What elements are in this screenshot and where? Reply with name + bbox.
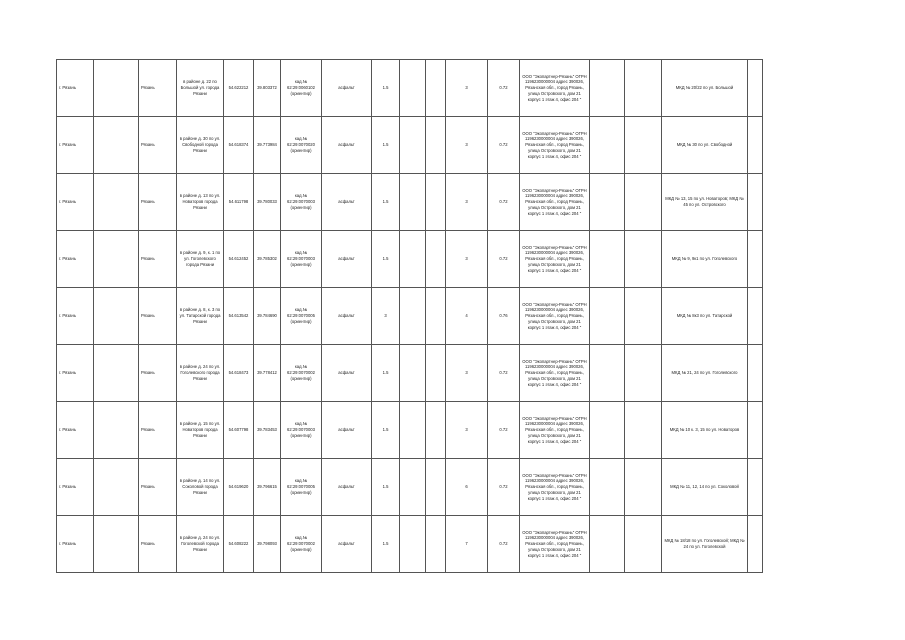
area-cell: 1.5	[372, 459, 400, 516]
empty-cell	[426, 60, 446, 117]
location-cell: в районе д. 14 по ул. Соколовой города Рязани	[177, 459, 224, 516]
empty-cell	[94, 345, 139, 402]
waste-sources-cell: МКД № 30 по ул. Свободной	[662, 117, 748, 174]
container-count-cell: 3	[446, 345, 488, 402]
location-cell: в районе д. 8, к. 3 по ул. Татарской города Рязани	[177, 288, 224, 345]
municipality-cell: Рязань	[139, 117, 177, 174]
city-cell: г. Рязань	[57, 402, 94, 459]
empty-cell	[400, 117, 426, 174]
empty-cell	[625, 174, 662, 231]
cadastral-cell: кад.№ 62:29:0070002 (ориентир)	[281, 516, 322, 573]
longitude-cell: 39.785302	[254, 231, 281, 288]
empty-cell	[426, 516, 446, 573]
container-count-cell: 3	[446, 117, 488, 174]
waste-sources-cell: МКД № 20/22 по ул. Большой	[662, 60, 748, 117]
table-row	[57, 459, 763, 516]
empty-cell	[625, 459, 662, 516]
empty-cell	[625, 288, 662, 345]
city-cell: г. Рязань	[57, 345, 94, 402]
volume-cell: 0.76	[488, 288, 520, 345]
empty-cell	[94, 231, 139, 288]
table-row	[57, 231, 763, 288]
table-row	[57, 402, 763, 459]
empty-cell	[748, 174, 763, 231]
empty-cell	[625, 231, 662, 288]
empty-cell	[625, 345, 662, 402]
municipality-cell: Рязань	[139, 402, 177, 459]
empty-cell	[426, 459, 446, 516]
cadastral-cell: кад.№ 62:29:0070002 (ориентир)	[281, 345, 322, 402]
empty-cell	[748, 60, 763, 117]
longitude-cell: 39.780033	[254, 174, 281, 231]
table-row	[57, 174, 763, 231]
owner-cell: ООО "Экопартнер-Рязань" ОГРН 1196230000004 адрес 390026, Рязанская обл., город Рязань, улица Островского, дом 21 корпус 1 этаж 4, офис 204 "	[520, 288, 590, 345]
empty-cell	[426, 345, 446, 402]
empty-cell	[426, 117, 446, 174]
latitude-cell: 54.613542	[224, 288, 254, 345]
empty-cell	[94, 402, 139, 459]
empty-cell	[400, 174, 426, 231]
empty-cell	[94, 516, 139, 573]
surface-cell: асфальт	[322, 231, 372, 288]
empty-cell	[590, 60, 625, 117]
surface-cell: асфальт	[322, 60, 372, 117]
volume-cell: 0.72	[488, 516, 520, 573]
location-cell: в районе д. 9, к. 1 по ул. Гоголевского города Рязани	[177, 231, 224, 288]
empty-cell	[590, 231, 625, 288]
empty-cell	[625, 402, 662, 459]
area-cell: 1.5	[372, 345, 400, 402]
container-count-cell: 7	[446, 516, 488, 573]
empty-cell	[590, 288, 625, 345]
owner-cell: ООО "Экопартнер-Рязань" ОГРН 1196230000004 адрес 390026, Рязанская обл., город Рязань, улица Островского, дом 21 корпус 1 этаж 4, офис 204 "	[520, 345, 590, 402]
city-cell: г. Рязань	[57, 459, 94, 516]
empty-cell	[748, 402, 763, 459]
latitude-cell: 54.618473	[224, 345, 254, 402]
empty-cell	[590, 117, 625, 174]
volume-cell: 0.72	[488, 117, 520, 174]
latitude-cell: 54.612452	[224, 231, 254, 288]
container-count-cell: 3	[446, 231, 488, 288]
table-row	[57, 345, 763, 402]
empty-cell	[94, 117, 139, 174]
empty-cell	[426, 288, 446, 345]
cadastral-cell: кад.№ 62:29:0070020 (ориентир)	[281, 117, 322, 174]
empty-cell	[590, 174, 625, 231]
empty-cell	[625, 60, 662, 117]
empty-cell	[94, 288, 139, 345]
empty-cell	[426, 174, 446, 231]
empty-cell	[625, 117, 662, 174]
owner-cell: ООО "Экопартнер-Рязань" ОГРН 1196230000004 адрес 390026, Рязанская обл., город Рязань, улица Островского, дом 21 корпус 1 этаж 4, офис 204 "	[520, 231, 590, 288]
latitude-cell: 54.607798	[224, 402, 254, 459]
municipality-cell: Рязань	[139, 345, 177, 402]
municipality-cell: Рязань	[139, 288, 177, 345]
empty-cell	[400, 345, 426, 402]
empty-cell	[748, 288, 763, 345]
municipality-cell: Рязань	[139, 516, 177, 573]
waste-sources-cell: МКД № 8к3 по ул. Татарской	[662, 288, 748, 345]
waste-sources-cell: МКД № 11, 12, 14 по ул. Соколовой	[662, 459, 748, 516]
table-row	[57, 60, 763, 117]
empty-cell	[400, 402, 426, 459]
volume-cell: 0.72	[488, 402, 520, 459]
cadastral-cell: кад.№ 62:29:0070003 (ориентир)	[281, 174, 322, 231]
empty-cell	[400, 459, 426, 516]
cadastral-cell: кад.№ 62:29:0060102 (ориентир)	[281, 60, 322, 117]
location-cell: в районе д. 30 по ул. Свободной города Рязани	[177, 117, 224, 174]
table-row	[57, 288, 763, 345]
empty-cell	[400, 288, 426, 345]
empty-cell	[94, 459, 139, 516]
location-cell: в районе д. 22 по Большой ул. города Рязани	[177, 60, 224, 117]
table-row	[57, 117, 763, 174]
latitude-cell: 54.611798	[224, 174, 254, 231]
municipality-cell: Рязань	[139, 174, 177, 231]
surface-cell: асфальт	[322, 117, 372, 174]
latitude-cell: 54.608222	[224, 516, 254, 573]
empty-cell	[590, 402, 625, 459]
surface-cell: асфальт	[322, 288, 372, 345]
cadastral-cell: кад.№ 62:29:0070003 (ориентир)	[281, 231, 322, 288]
volume-cell: 0.72	[488, 459, 520, 516]
surface-cell: асфальт	[322, 345, 372, 402]
surface-cell: асфальт	[322, 174, 372, 231]
container-count-cell: 3	[446, 174, 488, 231]
area-cell: 1.5	[372, 516, 400, 573]
container-count-cell: 4	[446, 288, 488, 345]
register-table	[56, 59, 763, 573]
municipality-cell: Рязань	[139, 60, 177, 117]
surface-cell: асфальт	[322, 402, 372, 459]
empty-cell	[748, 345, 763, 402]
empty-cell	[400, 516, 426, 573]
city-cell: г. Рязань	[57, 60, 94, 117]
volume-cell: 0.72	[488, 174, 520, 231]
empty-cell	[748, 516, 763, 573]
empty-cell	[426, 402, 446, 459]
area-cell: 3	[372, 288, 400, 345]
latitude-cell: 54.622212	[224, 60, 254, 117]
owner-cell: ООО "Экопартнер-Рязань" ОГРН 1196230000004 адрес 390026, Рязанская обл., город Рязань, улица Островского, дом 21 корпус 1 этаж 4, офис 204 "	[520, 117, 590, 174]
owner-cell: ООО "Экопартнер-Рязань" ОГРН 1196230000004 адрес 390026, Рязанская обл., город Рязань, улица Островского, дом 21 корпус 1 этаж 4, офис 204 "	[520, 402, 590, 459]
container-count-cell: 3	[446, 60, 488, 117]
cadastral-cell: кад.№ 62:29:0070003 (ориентир)	[281, 402, 322, 459]
cadastral-cell: кад.№ 62:29:0070005 (ориентир)	[281, 288, 322, 345]
longitude-cell: 39.803372	[254, 60, 281, 117]
longitude-cell: 39.773984	[254, 117, 281, 174]
volume-cell: 0.72	[488, 345, 520, 402]
waste-sources-cell: МКД № 21, 24 по ул. Гоголевского	[662, 345, 748, 402]
city-cell: г. Рязань	[57, 288, 94, 345]
empty-cell	[590, 345, 625, 402]
longitude-cell: 39.796615	[254, 459, 281, 516]
owner-cell: ООО "Экопартнер-Рязань" ОГРН 1196230000004 адрес 390026, Рязанская обл., город Рязань, улица Островского, дом 21 корпус 1 этаж 4, офис 204 "	[520, 60, 590, 117]
waste-sources-cell: МКД № 13, 15 по ул. Новаторов; МКД № 45 по ул. Островского	[662, 174, 748, 231]
empty-cell	[400, 60, 426, 117]
surface-cell: асфальт	[322, 459, 372, 516]
waste-sources-cell: МКД № 18/18 по ул. Гоголевской; МКД № 24 по ул. Гоголевской	[662, 516, 748, 573]
empty-cell	[748, 117, 763, 174]
latitude-cell: 54.618374	[224, 117, 254, 174]
area-cell: 1.5	[372, 231, 400, 288]
longitude-cell: 39.783453	[254, 402, 281, 459]
empty-cell	[400, 231, 426, 288]
area-cell: 1.5	[372, 60, 400, 117]
surface-cell: асфальт	[322, 516, 372, 573]
location-cell: в районе д. 24 по ул. Гоголевской города Рязани	[177, 516, 224, 573]
municipality-cell: Рязань	[139, 231, 177, 288]
volume-cell: 0.72	[488, 60, 520, 117]
city-cell: г. Рязань	[57, 117, 94, 174]
longitude-cell: 39.778412	[254, 345, 281, 402]
latitude-cell: 54.619620	[224, 459, 254, 516]
longitude-cell: 39.798093	[254, 516, 281, 573]
owner-cell: ООО "Экопартнер-Рязань" ОГРН 1196230000004 адрес 390026, Рязанская обл., город Рязань, улица Островского, дом 21 корпус 1 этаж 4, офис 204 "	[520, 459, 590, 516]
location-cell: в районе д. 13 по ул. Новаторов города Рязани	[177, 174, 224, 231]
empty-cell	[590, 516, 625, 573]
empty-cell	[748, 231, 763, 288]
waste-sources-cell: МКД № 9, 9к1 по ул. Гоголевского	[662, 231, 748, 288]
location-cell: в районе д. 24 по ул. Гоголевского города Рязани	[177, 345, 224, 402]
area-cell: 1.5	[372, 117, 400, 174]
container-count-cell: 3	[446, 402, 488, 459]
empty-cell	[94, 60, 139, 117]
municipality-cell: Рязань	[139, 459, 177, 516]
empty-cell	[94, 174, 139, 231]
area-cell: 1.5	[372, 174, 400, 231]
waste-sources-cell: МКД № 10 к. 3, 15 по ул. Новаторов	[662, 402, 748, 459]
empty-cell	[625, 516, 662, 573]
cadastral-cell: кад.№ 62:29:0070005 (ориентир)	[281, 459, 322, 516]
city-cell: г. Рязань	[57, 516, 94, 573]
empty-cell	[748, 459, 763, 516]
owner-cell: ООО "Экопартнер-Рязань" ОГРН 1196230000004 адрес 390026, Рязанская обл., город Рязань, улица Островского, дом 21 корпус 1 этаж 4, офис 204 "	[520, 516, 590, 573]
location-cell: в районе д. 15 по ул. Новаторов города Рязани	[177, 402, 224, 459]
volume-cell: 0.72	[488, 231, 520, 288]
city-cell: г. Рязань	[57, 174, 94, 231]
container-count-cell: 6	[446, 459, 488, 516]
table-row	[57, 516, 763, 573]
owner-cell: ООО "Экопартнер-Рязань" ОГРН 1196230000004 адрес 390026, Рязанская обл., город Рязань, улица Островского, дом 21 корпус 1 этаж 4, офис 204 "	[520, 174, 590, 231]
empty-cell	[590, 459, 625, 516]
empty-cell	[426, 231, 446, 288]
area-cell: 1.5	[372, 402, 400, 459]
longitude-cell: 39.784690	[254, 288, 281, 345]
city-cell: г. Рязань	[57, 231, 94, 288]
